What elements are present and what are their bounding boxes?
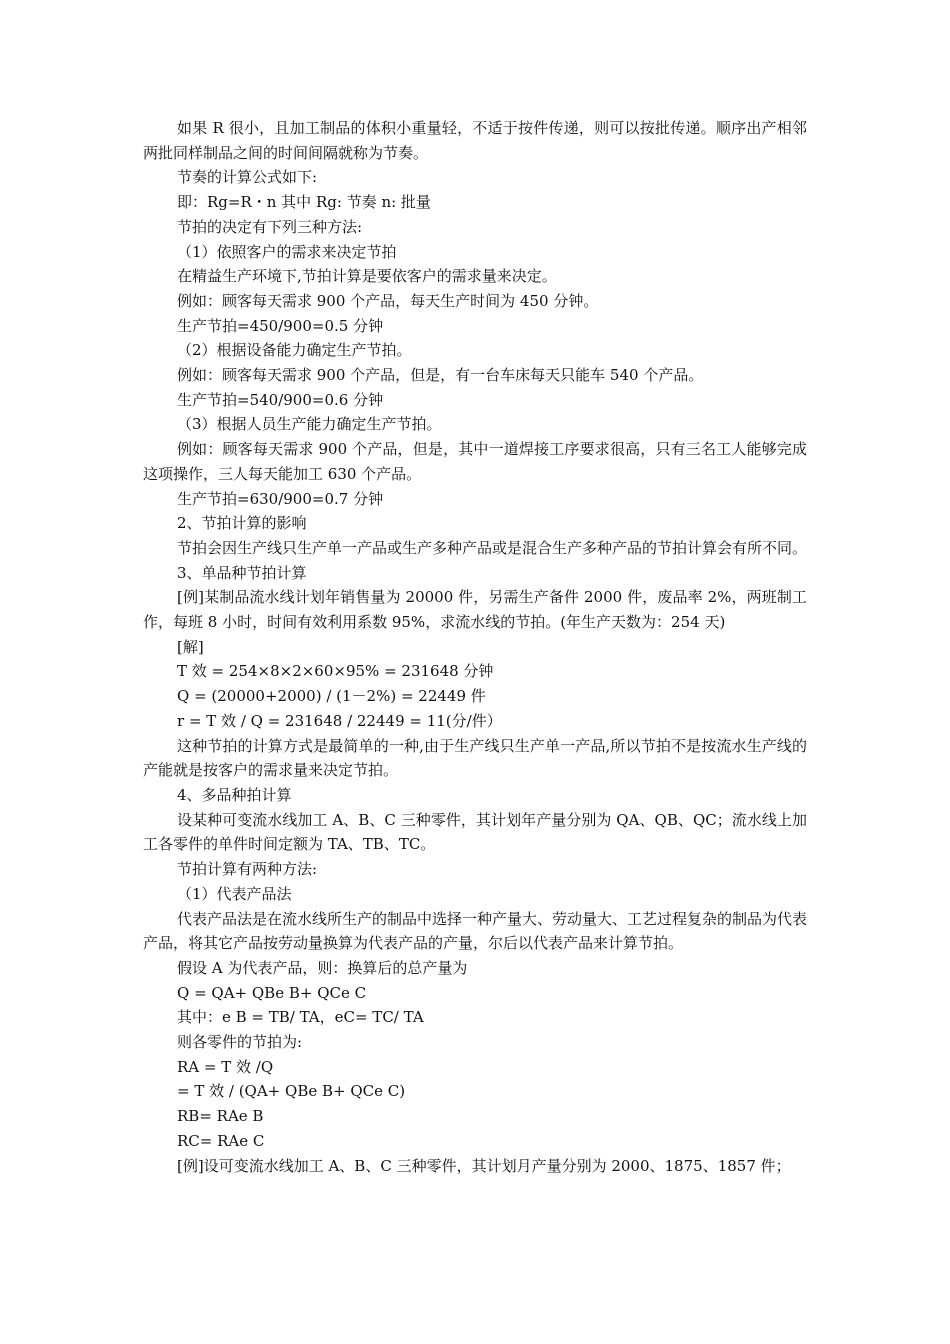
- paragraph: 生产节拍=450/900=0.5 分钟: [177, 316, 384, 335]
- formula-line: = T 效 / (QA+ QBe B+ QCe C): [177, 1082, 406, 1101]
- document-body: [143, 116, 807, 1178]
- paragraph: 则各零件的节拍为:: [177, 1033, 303, 1052]
- formula-line: 其中：e B = TB/ TA，eC= TC/ TA: [177, 1008, 424, 1027]
- paragraph: 例如：顾客每天需求 900 个产品，每天生产时间为 450 分钟。: [177, 291, 599, 310]
- paragraph: 生产节拍=540/900=0.6 分钟: [177, 390, 384, 409]
- paragraph: [解]: [177, 637, 204, 656]
- paragraph: 例如：顾客每天需求 900 个产品，但是，其中一道焊接工序要求很高，只有三名工人能够完成这项操作，三人每天能加工 630 个产品。: [143, 440, 807, 483]
- paragraph: 生产节拍=630/900=0.7 分钟: [177, 489, 384, 508]
- paragraph: （3）根据人员生产能力确定生产节拍。: [177, 415, 442, 434]
- section-heading: 4、多品种拍计算: [177, 785, 292, 804]
- paragraph: 即：Rg=R・n 其中 Rg: 节奏 n: 批量: [177, 193, 431, 212]
- formula-line: RA = T 效 /Q: [177, 1057, 274, 1076]
- paragraph: 节拍计算有两种方法:: [177, 860, 318, 879]
- paragraph: 节奏的计算公式如下:: [177, 168, 318, 187]
- formula-line: Q = QA+ QBe B+ QCe C: [177, 983, 367, 1002]
- formula-line: RB= RAe B: [177, 1107, 264, 1126]
- formula-line: RC= RAe C: [177, 1131, 265, 1150]
- paragraph: 节拍的决定有下列三种方法:: [177, 217, 363, 236]
- paragraph: [例]设可变流水线加工 A、B、C 三种零件，其计划月产量分别为 2000、1875、1857 件；: [177, 1156, 791, 1175]
- paragraph: 如果 R 很小，且加工制品的体积小重量轻，不适于按件传递，则可以按批传递。顺序出产相邻两批同样制品之间的时间间隔就称为节奏。: [143, 119, 807, 162]
- paragraph: （1）代表产品法: [177, 884, 292, 903]
- paragraph: 假设 A 为代表产品，则：换算后的总产量为: [177, 958, 468, 977]
- section-heading: 3、单品种节拍计算: [177, 563, 307, 582]
- formula-line: T 效 = 254×8×2×60×95% = 231648 分钟: [177, 662, 494, 681]
- section-heading: 2、节拍计算的影响: [177, 514, 307, 533]
- formula-line: r = T 效 / Q = 231648 / 22449 = 11(分/件）: [177, 711, 502, 730]
- paragraph: 在精益生产环境下,节拍计算是要依客户的需求量来决定。: [177, 267, 557, 286]
- paragraph: 设某种可变流水线加工 A、B、C 三种零件，其计划年产量分别为 QA、QB、QC；流水线上加工各零件的单件时间定额为 TA、TB、TC。: [143, 810, 807, 854]
- paragraph: （2）根据设备能力确定生产节拍。: [177, 341, 412, 360]
- paragraph: 代表产品法是在流水线所生产的制品中选择一种产量大、劳动量大、工艺过程复杂的制品为代表产品，将其它产品按劳动量换算为代表产品的产量，尔后以代表产品来计算节拍。: [143, 909, 808, 953]
- paragraph: [例]某制品流水线计划年销售量为 20000 件，另需生产备件 2000 件，废品率 2%，两班制工作，每班 8 小时，时间有效利用系数 95%，求流水线的节拍。(年生产天数为：254 天): [143, 588, 807, 632]
- paragraph: 节拍会因生产线只生产单一产品或生产多种产品或是混合生产多种产品的节拍计算会有所不同。: [177, 538, 808, 557]
- paragraph: 这种节拍的计算方式是最简单的一种,由于生产线只生产单一产品,所以节拍不是按流水生产线的产能就是按客户的需求量来决定节拍。: [143, 736, 807, 780]
- paragraph: 例如：顾客每天需求 900 个产品，但是，有一台车床每天只能车 540 个产品。: [177, 366, 704, 385]
- formula-line: Q = (20000+2000) / (1－2%) = 22449 件: [177, 687, 486, 706]
- paragraph: （1）依照客户的需求来决定节拍: [177, 242, 397, 261]
